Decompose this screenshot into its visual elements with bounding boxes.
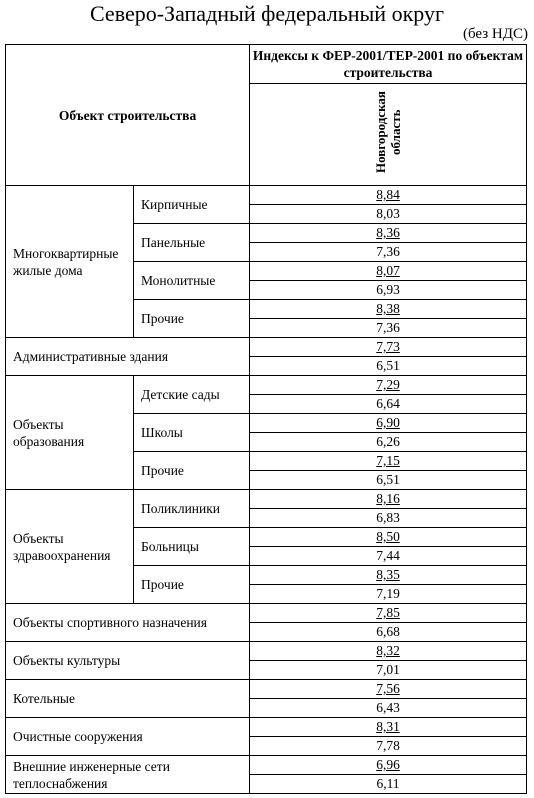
object-name-cell: Объекты спортивного назначения	[6, 604, 250, 642]
subtype-name-cell: Кирпичные	[134, 186, 250, 224]
index-value-cell	[250, 224, 527, 262]
index-value-cell	[250, 528, 527, 566]
object-name-cell: Очистные сооружения	[6, 718, 250, 756]
table-row	[6, 680, 527, 718]
object-name-cell: Внешние инженерные сети теплоснабжения	[6, 756, 250, 794]
index-value-primary: 8,50	[376, 529, 400, 544]
subtype-name-cell: Прочие	[134, 300, 250, 338]
subtype-name-cell: Монолитные	[134, 262, 250, 300]
index-value-secondary: 7,78	[250, 736, 526, 755]
table-row	[6, 756, 527, 794]
index-value-cell	[250, 490, 527, 528]
index-value-primary: 8,35	[376, 567, 400, 582]
vat-note: (без НДС)	[462, 26, 528, 42]
index-value-cell	[250, 642, 527, 680]
index-value-cell	[250, 300, 527, 338]
subtype-name-cell: Детские сады	[134, 376, 250, 414]
index-value-secondary: 7,01	[250, 660, 526, 679]
index-value-cell	[250, 604, 527, 642]
subtype-name-cell: Прочие	[134, 452, 250, 490]
index-value-primary: 8,38	[376, 301, 400, 316]
index-value-cell	[250, 338, 527, 376]
index-value-cell	[250, 262, 527, 300]
index-value-cell	[250, 680, 527, 718]
header-row	[6, 45, 527, 84]
index-value-primary: 7,73	[376, 339, 400, 354]
index-value-cell	[250, 186, 527, 224]
group-name-cell: Многоквартирные жилые дома	[6, 186, 134, 338]
index-value-secondary: 6,51	[250, 356, 526, 375]
index-value-secondary: 6,11	[250, 774, 526, 793]
group-name-cell: Объекты здравоохранения	[6, 490, 134, 604]
table-row	[6, 376, 527, 414]
index-table	[5, 44, 527, 794]
index-value-secondary: 6,26	[250, 432, 526, 451]
group-name-cell: Объекты образования	[6, 376, 134, 490]
index-value-secondary: 6,83	[250, 508, 526, 527]
index-value-secondary: 6,43	[250, 698, 526, 717]
index-value-primary: 8,07	[376, 263, 400, 278]
object-name-cell: Котельные	[6, 680, 250, 718]
table-row	[6, 718, 527, 756]
index-value-secondary: 7,19	[250, 584, 526, 603]
table-row	[6, 490, 527, 528]
region-header	[250, 84, 527, 186]
table-body	[6, 186, 527, 794]
index-value-secondary: 6,64	[250, 394, 526, 413]
index-value-primary: 8,84	[376, 187, 400, 202]
object-name-cell: Объекты культуры	[6, 642, 250, 680]
region-label: Новгородская область	[373, 91, 403, 174]
index-value-cell	[250, 756, 527, 794]
table-row	[6, 604, 527, 642]
index-value-cell	[250, 376, 527, 414]
table-row	[6, 338, 527, 376]
table-row	[6, 642, 527, 680]
index-value-primary: 6,90	[376, 415, 400, 430]
index-value-cell	[250, 718, 527, 756]
object-header: Объект строительства	[6, 45, 250, 186]
index-value-secondary: 8,03	[250, 204, 526, 223]
index-value-primary: 7,15	[376, 453, 400, 468]
index-value-primary: 7,85	[376, 605, 400, 620]
index-value-secondary: 6,93	[250, 280, 526, 299]
index-value-secondary: 7,44	[250, 546, 526, 565]
index-value-primary: 8,32	[376, 643, 400, 658]
subtype-name-cell: Школы	[134, 414, 250, 452]
index-value-primary: 8,16	[376, 491, 400, 506]
index-value-cell	[250, 452, 527, 490]
index-value-cell	[250, 566, 527, 604]
index-value-secondary: 6,51	[250, 470, 526, 489]
index-value-primary: 8,31	[376, 719, 400, 734]
subtype-name-cell: Поликлиники	[134, 490, 250, 528]
index-header: Индексы к ФЕР-2001/ТЕР-2001 по объектам строительства	[250, 45, 527, 84]
index-value-primary: 8,36	[376, 225, 400, 240]
subtype-name-cell: Прочие	[134, 566, 250, 604]
page-title: Северо-Западный федеральный округ	[89, 1, 445, 26]
table-row	[6, 186, 527, 224]
index-value-primary: 6,96	[376, 757, 400, 772]
object-name-cell: Административные здания	[6, 338, 250, 376]
index-value-secondary: 7,36	[250, 242, 526, 261]
index-value-cell	[250, 414, 527, 452]
subtype-name-cell: Панельные	[134, 224, 250, 262]
index-value-secondary: 7,36	[250, 318, 526, 337]
index-value-secondary: 6,68	[250, 622, 526, 641]
subtype-name-cell: Больницы	[134, 528, 250, 566]
index-value-primary: 7,56	[376, 681, 400, 696]
index-value-primary: 7,29	[376, 377, 400, 392]
